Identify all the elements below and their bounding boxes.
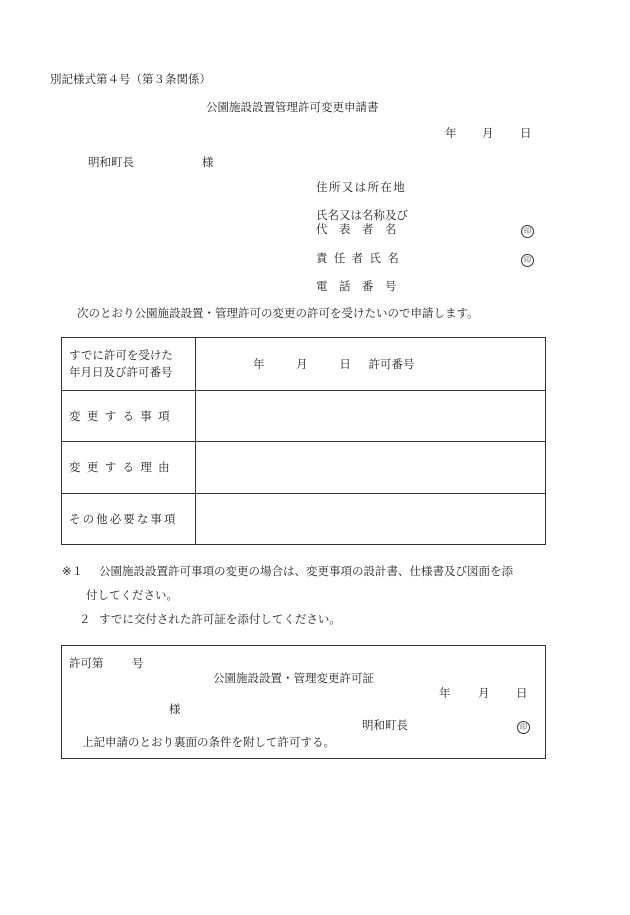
note1-line2: 付してください。 [86,588,178,602]
seal-icon [517,720,530,734]
applicant-seal-mark: 印 [521,225,534,238]
permit-addressee-honorific: 様 [169,702,181,716]
phone-label: 電 話 番 号 [316,279,397,293]
change-reason-label: 変更する理由 [62,442,196,494]
prior-permit-label-line1: すでに許可を受けた [69,348,173,363]
prior-permit-label-line2: 年月日及び許可番号 [69,365,173,379]
prior-permit-number-label: 許可番号 [368,357,415,371]
date-year-label: 年 [445,126,457,140]
intro-statement: 次のとおり公園施設設置・管理許可の変更の許可を受けたいので申請します。 [77,306,479,320]
table-row [62,494,546,545]
seal-icon [521,224,534,238]
name-label-line1: 氏名又は名称及び [316,208,408,222]
permit-certificate-box [61,645,546,759]
note2-text: すでに交付された許可証を添付してください。 [99,612,341,626]
application-table [61,337,546,545]
form-code: 別記様式第４号（第３条関係） [50,72,211,86]
address-label: 住所又は所在地 [316,180,407,194]
table-row [62,442,546,494]
change-reason-field[interactable] [196,442,546,494]
table-row [62,338,546,391]
permit-issuer: 明和町長 [362,718,408,732]
permit-statement: 上記申請のとおり裏面の条件を附して許可する。 [82,735,335,749]
prior-permit-day: 日 [339,357,351,371]
permit-month: 月 [478,686,490,700]
date-month-label: 月 [482,126,494,140]
prior-permit-month: 月 [296,357,308,371]
permit-number-suffix: 号 [132,656,144,670]
date-day-label: 日 [520,126,532,140]
table-label-cell [62,338,196,391]
note1-line1: 公園施設設置許可事項の変更の場合は、変更事項の設計書、仕様書及び図面を添 [99,564,513,578]
other-items-field[interactable] [196,494,546,545]
addressee-honorific: 様 [202,155,214,169]
name-label-line2: 代 表 者 名 [316,222,397,236]
permit-seal-mark: 印 [517,721,530,734]
page-title: 公園施設設置管理許可変更申請書 [206,100,379,114]
table-row [62,391,546,442]
permit-year: 年 [439,686,451,700]
addressee-name: 明和町長 [88,155,134,169]
note2-number: ２ [79,612,91,626]
permit-day: 日 [516,686,528,700]
other-items-label: その他必要な事項 [62,494,196,545]
responsible-name-label: 責任者氏名 [316,251,406,265]
change-items-field[interactable] [196,391,546,442]
seal-icon [521,253,534,267]
change-items-label: 変更する事項 [62,391,196,442]
responsible-seal-mark: 印 [521,254,534,267]
permit-title: 公園施設設置・管理変更許可証 [213,671,374,685]
note-marker: ※１ [62,564,84,578]
prior-permit-value-cell[interactable] [196,338,546,391]
permit-number-label: 許可第 [69,656,104,670]
prior-permit-year: 年 [253,357,265,371]
